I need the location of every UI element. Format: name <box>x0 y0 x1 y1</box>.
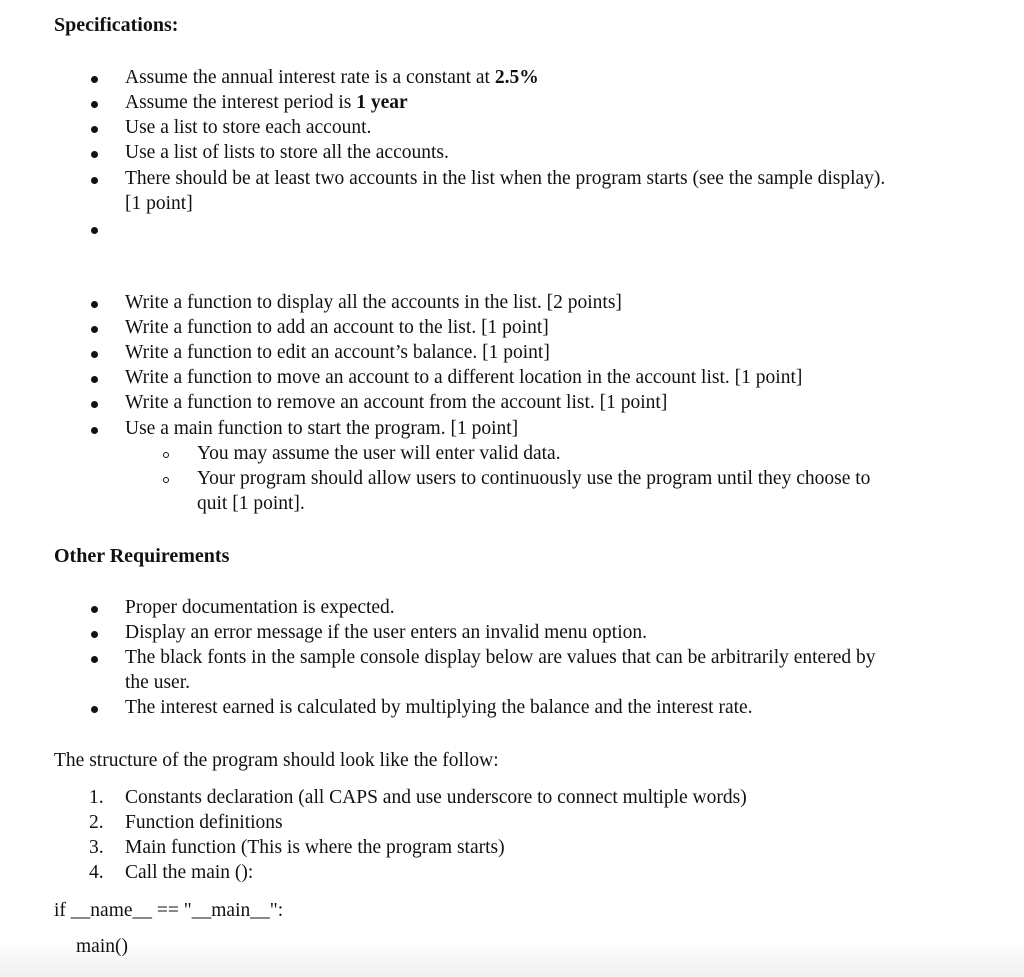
bullet-icon <box>91 351 98 358</box>
bullet-icon <box>91 656 98 663</box>
step-number: 2. <box>89 812 104 833</box>
bullet-icon <box>91 427 98 434</box>
step-number: 4. <box>89 862 104 883</box>
sub-list-item: You may assume the user will enter valid data. <box>197 443 561 464</box>
list-item: Write a function to display all the accounts in the list. [2 points] <box>125 292 622 313</box>
bullet-icon <box>91 706 98 713</box>
sub-list-item-continuation: quit [1 point]. <box>197 493 305 514</box>
step-text: Call the main (): <box>125 862 254 883</box>
bullet-icon <box>91 126 98 133</box>
list-item: Proper documentation is expected. <box>125 597 395 618</box>
step-text: Function definitions <box>125 812 283 833</box>
bullet-icon <box>91 76 98 83</box>
step-number: 1. <box>89 787 104 808</box>
list-item: Write a function to move an account to a different location in the account list. [1 point] <box>125 367 803 388</box>
bullet-icon <box>91 177 98 184</box>
list-item: Assume the annual interest rate is a constant at 2.5% <box>125 67 539 88</box>
bullet-icon <box>91 101 98 108</box>
bullet-icon <box>91 151 98 158</box>
other-heading: Other Requirements <box>54 545 230 567</box>
code-main-call: main() <box>76 936 128 957</box>
list-item: Write a function to add an account to the list. [1 point] <box>125 317 549 338</box>
list-item-continuation: [1 point] <box>125 193 193 214</box>
list-item: Write a function to remove an account from the account list. [1 point] <box>125 392 668 413</box>
step-number: 3. <box>89 837 104 858</box>
sub-bullet-icon <box>163 477 169 483</box>
bullet-icon <box>91 631 98 638</box>
list-item: The black fonts in the sample console display below are values that can be arbitrarily entered by <box>125 647 876 668</box>
page-bottom-shade <box>0 940 1024 977</box>
bullet-icon <box>91 227 98 234</box>
list-item: Use a main function to start the program. [1 point] <box>125 418 519 439</box>
code-if-line: if __name__ == "__main__": <box>54 900 284 921</box>
step-text: Constants declaration (all CAPS and use underscore to connect multiple words) <box>125 787 747 808</box>
list-item: The interest earned is calculated by multiplying the balance and the interest rate. <box>125 697 753 718</box>
step-text: Main function (This is where the program starts) <box>125 837 505 858</box>
bullet-icon <box>91 606 98 613</box>
list-item: Use a list to store each account. <box>125 117 372 138</box>
list-item: Assume the interest period is 1 year <box>125 92 408 113</box>
list-item: Display an error message if the user enters an invalid menu option. <box>125 622 648 643</box>
sub-list-item: Your program should allow users to continuously use the program until they choose to <box>197 468 871 489</box>
bullet-icon <box>91 301 98 308</box>
spec-heading: Specifications: <box>54 14 179 36</box>
list-item-continuation: the user. <box>125 672 190 693</box>
list-item: Use a list of lists to store all the accounts. <box>125 142 449 163</box>
structure-intro: The structure of the program should look like the follow: <box>54 750 499 771</box>
list-item: There should be at least two accounts in the list when the program starts (see the sample display). <box>125 168 886 189</box>
list-item: Write a function to edit an account’s balance. [1 point] <box>125 342 550 363</box>
bullet-icon <box>91 326 98 333</box>
bullet-icon <box>91 376 98 383</box>
sub-bullet-icon <box>163 452 169 458</box>
bullet-icon <box>91 401 98 408</box>
